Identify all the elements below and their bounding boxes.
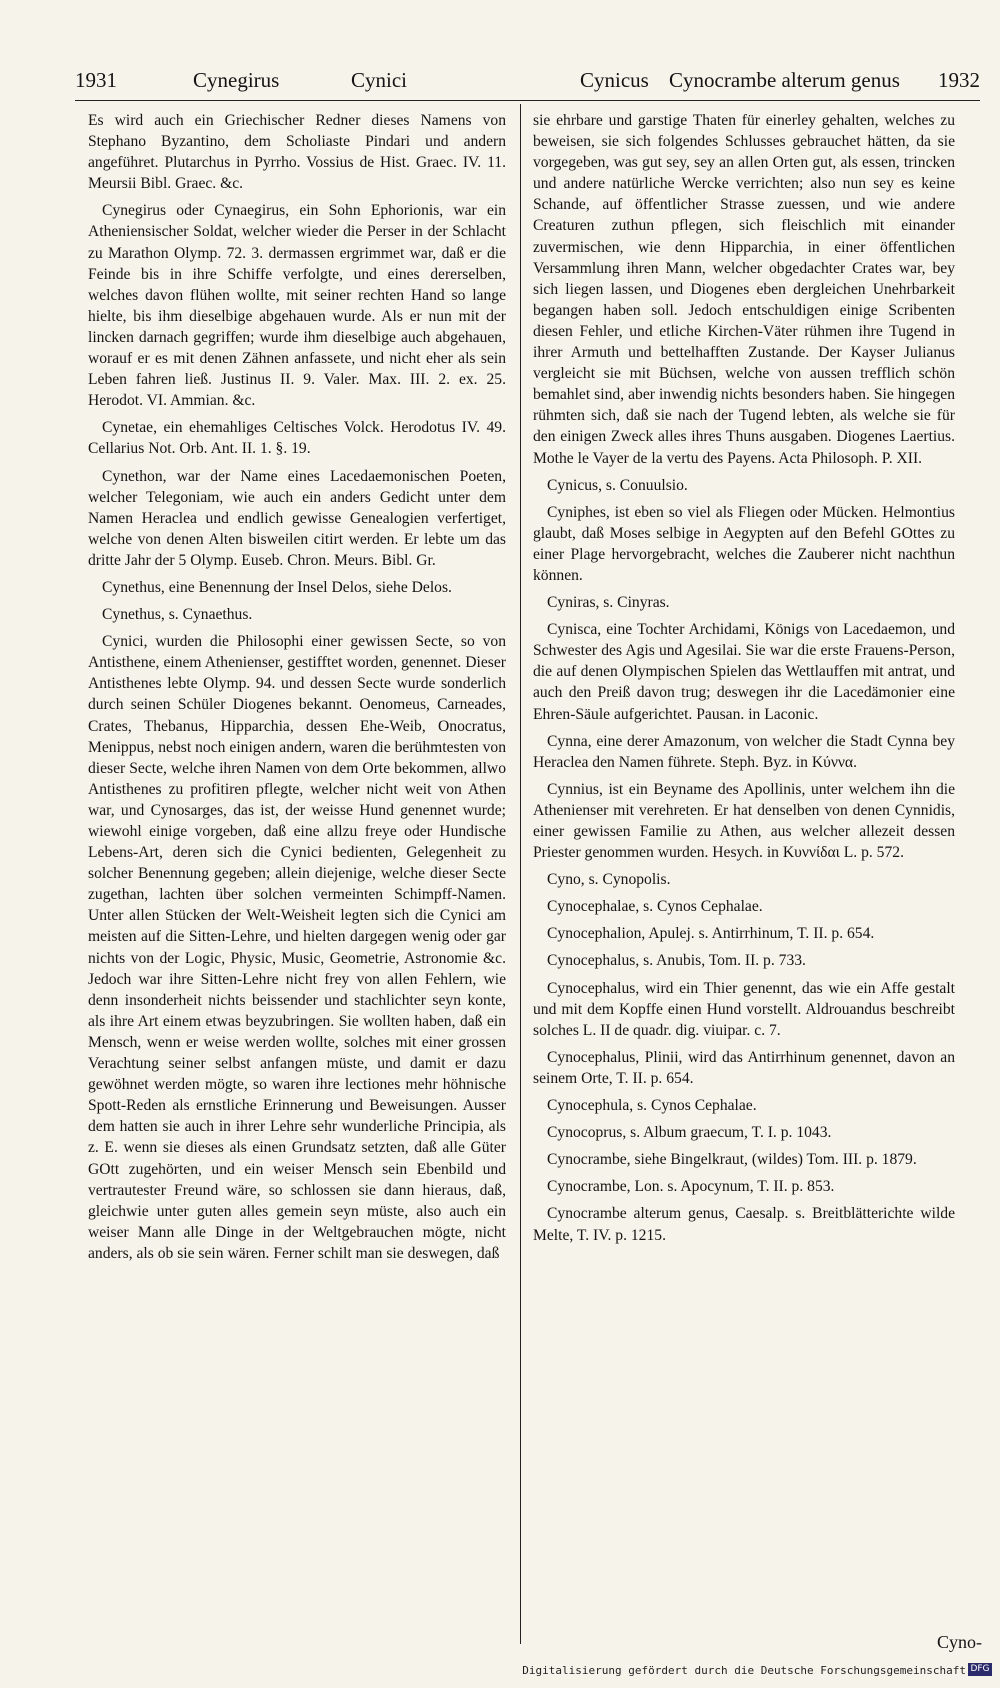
entry-paragraph: Cynocephula, s. Cynos Cephalae. [547,1097,757,1115]
page-number-left: 1931 [75,68,117,92]
entry-paragraph: Cynici, wurden die Philosophi einer gewissen Secte, so von Antisthene, einem Athenienser, gestifftet worden, genennet. Dieser Antisthenes lebte Olymp. 94. und dessen Secte wurde sonderlich durch seinen Schüler Diogenes bekannt. Oenomeus, Carneades, Crates, Thebanus, Hipparchia, dessen Ehe-Weib, Onocratus, Menippus, nebst noch einigen andern, waren die berühmtesten von dieser Secte, welche ihren Namen von dem Orte bekommen, allwo Antisthenes zu profitiren pflegte, welcher nicht weit von Athen war, und Cynosarges, das ist, der weisse Hund genennet wurde; wiewohl einige vorgeben, daß eine allzu freye oder Hundische Lebens-Art, deren sich die Cynici bedienten, Gelegenheit zu solcher Benennung gegeben; allein diejenige, welche dieser Secte zugethan, lachten über solchen vermeinten Schimpff-Namen. Unter allen Stücken der Welt-Weisheit legten sich die Cynici am meisten auf die Sitten-Lehre, und hielten dargegen wenig oder gar nichts von der Logic, Physic, Music, Geometrie, Astronomie &c. Jedoch war ihre Sitten-Lehre nicht frey von allen Fehlern, wie denn insonderheit nichts beissender und stachlichter seyn konte, als ihre Art einem etwas beyzubringen. Sie wollten haben, daß ein Mensch, wenn er weise werden wollte, solches mit einer grossen Verachtung seiner selbst anfangen müste, und damit er dazu gewöhnet werden mögte, so waren ihre lectiones mehr höhnische Spott-Reden als ernstliche Erinnerung und Beweisungen. Ausser dem hatten sie auch in ihrer Lehre sehr wunderliche Principia, als z. E. wenn sie dieses als einen Grundsatz setzten, daß alle Güter GOtt zugehörten, und ein weiser Mensch sein Ebenbild und vertrautester Freund wäre, so schlossen sie dann hieraus, daß, gleichwie unter guten alles gemein seyn müste, also auch ein weiser Mann alle Dinge in der Weltgebrauchen mögte, nicht anders, als ob sie sein wären. Ferner schilt man sie deswegen, daß [88,633,506,1262]
entry-paragraph: Cyniphes, ist eben so viel als Fliegen oder Mücken. Helmontius glaubt, daß Moses selbige in Aegypten auf den Befehl GOttes zu einer Plage hervorgebracht, welches die Zauberer nicht nachthun können. [533,503,955,584]
entry-paragraph: Cyniras, s. Cinyras. [547,594,670,612]
entry-paragraph: Cynethus, eine Benennung der Insel Delos, siehe Delos. [102,578,452,596]
entry-paragraph: Cyno, s. Cynopolis. [547,871,671,889]
entry-paragraph: Cynocrambe, siehe Bingelkraut, (wildes) Tom. III. p. 1879. [547,1151,917,1169]
catchword: Cyno- [937,1632,982,1652]
entry-paragraph: Cynocrambe, Lon. s. Apocynum, T. II. p. 853. [547,1178,835,1196]
entry-paragraph: Cynisca, eine Tochter Archidami, Königs von Lacedaemon, und Schwester des Agis und Agesilai. Sie war die erste Frauens-Person, die auf denen Olympischen Spielen das Wettlauffen mit antrat, und auch den Preiß davon trug; deswegen ihr die Lacedämonier eine Ehren-Säule aufgerichtet. Pausan. in Laconic. [533,621,955,723]
dfg-logo: DFG [968,1663,992,1676]
right-column [533,110,955,1650]
entry-paragraph: sie ehrbare und garstige Thaten für einerley gehalten, welches zu beweisen, sie sich folgendes Schlusses gebrauchet hätten, da sie vorgegeben, was gut sey, sey an allen Orten gut, als essen, trincken und andere natürliche Wercke verrichten; also nun sey es keine Schande, auf öffentlicher Strasse zuessen, und wie andere Creaturen zuthun pflegen, sich fleischlich mit einander zuvermischen, wie denn Hipparchia, in einer öffentlichen Versammlung ihren Mann, welcher obgedachter Crates war, bey sich liegen lassen, und Diogenes eben dergleichen Unehrbarkeit begangen haben soll. Jedoch entschuldigen einige Scribenten diesen Fehler, und etliche Kirchen-Väter rühmen ihre Tugend in ihrer Armuth und bettelhafften Zustande. Der Kayser Julianus vergleicht sie mit Büchsen, welche von aussen trefflich schön bemahlet sind, aber inwendig nichts besonders haben. Sie hingegen rühmten sich, daß sie nach der Tugend lebten, als welche sie für den einigen Zweck alles ihres Thuns ausgaben. Diogenes Laertius. Mothe le Vayer de la vertu des Payens. Acta Philosoph. P. XII. [533,112,955,467]
header-term-right-1: Cynicus [580,68,649,92]
header-rule [75,100,980,101]
page-number-right: 1932 [938,68,980,92]
entry-paragraph: Cynetae, ein ehemahliges Celtisches Volck. Herodotus IV. 49. Cellarius Not. Orb. Ant. II. 1. §. 19. [88,419,506,458]
entry-paragraph: Es wird auch ein Griechischer Redner dieses Namens von Stephano Byzantino, dem Scholiaste Pindari und andern angeführet. Plutarchus in Pyrrho. Vossius de Hist. Graec. IV. 11. Meursii Bibl. Graec. &c. [88,112,506,193]
entry-paragraph: Cynocoprus, s. Album graecum, T. I. p. 1043. [547,1124,832,1142]
header-term-right-2: Cynocrambe alterum genus [669,68,900,92]
entry-paragraph: Cynocephalus, Plinii, wird das Antirrhinum genennet, davon an seinem Orte, T. II. p. 654. [533,1048,955,1087]
column-divider [520,104,521,1644]
header-term-left-1: Cynegirus [193,68,280,92]
header-term-left-2: Cynici [351,68,407,92]
entry-paragraph: Cynocephalion, Apulej. s. Antirrhinum, T. II. p. 654. [547,925,875,943]
entry-paragraph: Cynegirus oder Cynaegirus, ein Sohn Ephorionis, war ein Atheniensischer Soldat, welcher wieder die Perser in der Schlacht zu Marathon Olymp. 72. 3. dermassen ergrimmet war, daß er die Feinde bis in ihre Schiffe verfolgte, und eines dererselben, welches davon flühen wollte, mit seiner rechten Hand so lange hielte, bis ihm dieselbige abgehauen wurde. Als er nun mit der lincken darnach gegriffen; wurde ihm dieselbige auch abgehauen, worauf er es mit denen Zähnen anfassete, und nicht eher als sein Leben fahren ließ. Justinus II. 9. Valer. Max. III. 2. ex. 25. Herodot. VI. Ammian. &c. [88,202,506,410]
entry-paragraph: Cynnius, ist ein Beyname des Apollinis, unter welchem ihn die Athenienser mit verehreten. Er hat denselben von denen Cynnidis, einer gewissen Familie zu Athen, aus welcher allezeit dessen Priester genommen wurden. Hesych. in Κυννίδαι L. p. 572. [533,780,955,862]
entry-paragraph: Cynethon, war der Name eines Lacedaemonischen Poeten, welcher Telegoniam, wie auch ein anders Gedicht unter dem Namen Heraclea und endlich gewisse Genealogien verfertiget, welche von denen Alten bisweilen citirt werden. Er lebte um das dritte Jahr der 5 Olymp. Euseb. Chron. Meurs. Bibl. Gr. [88,467,506,569]
entry-paragraph: Cynicus, s. Conuulsio. [547,476,688,494]
digitization-credit: Digitalisierung gefördert durch die Deutsche Forschungsgemeinschaft [522,1664,966,1677]
left-column [88,110,506,1650]
entry-paragraph: Cynocephalus, wird ein Thier genennt, das wie ein Affe gestalt und mit dem Kopffe einen Hund vorstellt. Aldrouandus beschreibt solches L. II de quadr. dig. viuipar. c. 7. [533,979,955,1039]
entry-paragraph: Cynocrambe alterum genus, Caesalp. s. Breitblätterichte wilde Melte, T. IV. p. 1215. [533,1205,955,1244]
entry-paragraph: Cynethus, s. Cynaethus. [102,606,253,624]
running-header [75,64,980,98]
entry-paragraph: Cynna, eine derer Amazonum, von welcher die Stadt Cynna bey Heraclea den Namen führete. Steph. Byz. in Κύννα. [533,732,955,771]
entry-paragraph: Cynocephalus, s. Anubis, Tom. II. p. 733. [547,952,806,970]
entry-paragraph: Cynocephalae, s. Cynos Cephalae. [547,898,763,916]
